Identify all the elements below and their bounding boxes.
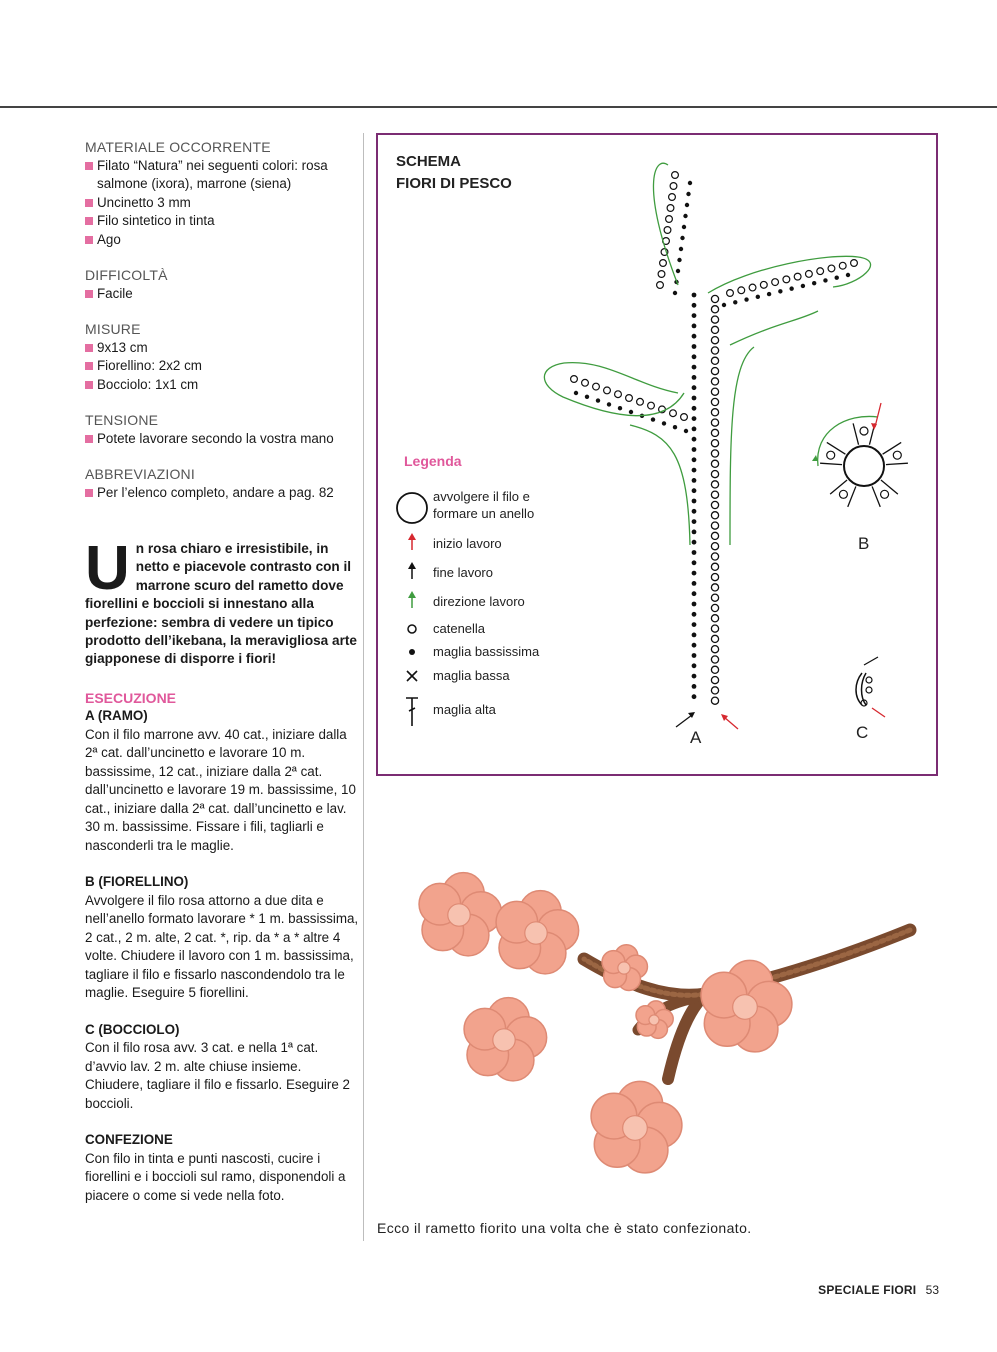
sizes-item: Bocciolo: 1x1 cm [85, 376, 360, 395]
chain-stitch [711, 306, 718, 313]
chain-stitch [670, 410, 677, 417]
chain-stitch [711, 450, 718, 457]
bud-end-arrow [864, 657, 878, 665]
label-a: A [690, 728, 702, 747]
flower-direction-arrow [818, 416, 878, 466]
materials-title: MATERIALE OCCORRENTE [85, 139, 271, 155]
chain-stitch [711, 635, 718, 642]
slip-stitch [629, 410, 633, 414]
slip-stitch [692, 354, 697, 359]
materials-item: Uncinetto 3 mm [85, 194, 360, 213]
chain-stitch [839, 262, 846, 269]
chain-stitch [666, 216, 673, 223]
legend-chain: catenella [433, 621, 486, 636]
slip-stitch [692, 396, 697, 401]
slip-stitch [692, 622, 697, 627]
chain-stitch [760, 281, 767, 288]
slip-stitch [692, 560, 697, 565]
slip-stitch [692, 612, 697, 617]
chain-stitch [711, 368, 718, 375]
petal-chain [839, 490, 847, 498]
slip-stitch [680, 236, 684, 240]
chain-symbol [408, 625, 416, 633]
chain-stitch [711, 419, 718, 426]
page-footer [818, 1283, 939, 1297]
slip-stitch [676, 269, 680, 273]
intro-paragraph [85, 534, 360, 669]
slip-stitch [692, 344, 697, 349]
chain-stitch [711, 316, 718, 323]
direction-curve [730, 311, 818, 345]
slip-stitch [733, 300, 737, 304]
chain-stitch [711, 687, 718, 694]
flower-center [623, 1116, 648, 1141]
slip-stitch-symbol [409, 649, 415, 655]
slip-stitch [662, 421, 666, 425]
chain-stitch [711, 440, 718, 447]
chain-stitch [660, 260, 667, 267]
chain-stitch [711, 594, 718, 601]
materials-item: Filo sintetico in tinta [85, 212, 360, 231]
chain-stitch [783, 276, 790, 283]
photo-caption: Ecco il rametto fiorito una volta che è stato confezionato. [377, 1220, 752, 1236]
flower-center [618, 962, 630, 974]
section-d-text: Con filo in tinta e punti nascosti, cucire i fiorellini e i boccioli sul ramo, disponendoli a piacere o come si vede nella foto. [85, 1150, 346, 1203]
diagram-title-line2: FIORI DI PESCO [396, 175, 512, 192]
slip-stitch [692, 519, 697, 524]
diagram-title-line1: SCHEMA [396, 153, 462, 170]
slip-stitch [683, 214, 687, 218]
label-c: C [856, 723, 869, 742]
start-symbol-head [408, 533, 416, 540]
chain-stitch [711, 656, 718, 663]
finished-branch-photo [376, 794, 940, 1214]
chain-stitch [711, 553, 718, 560]
chain-stitch [711, 347, 718, 354]
section-a-title: A (RAMO) [85, 708, 148, 724]
chain-stitch [593, 383, 600, 390]
legend-single-crochet: maglia bassa [433, 668, 510, 683]
chain-stitch [711, 574, 718, 581]
chain-stitch [672, 172, 679, 179]
execution-title: ESECUZIONE [85, 689, 177, 706]
chain-stitch [681, 414, 688, 421]
chain-stitch [711, 357, 718, 364]
slip-stitch [692, 488, 697, 493]
branch-chart [544, 163, 870, 704]
chain-stitch [817, 268, 824, 275]
chain-stitch [727, 290, 734, 297]
section-c-title: C (BOCCIOLO) [85, 1021, 180, 1037]
slip-stitch [692, 674, 697, 679]
chain-stitch [711, 697, 718, 704]
footer-section: SPECIALE FIORI [818, 1283, 917, 1297]
materials-item: Ago [85, 231, 360, 250]
flower-ring [844, 446, 884, 486]
slip-stitch [684, 429, 688, 433]
slip-stitch [596, 398, 600, 402]
ring-symbol [397, 493, 427, 523]
slip-stitch [812, 281, 816, 285]
chain-stitch [851, 260, 858, 267]
slip-stitch [789, 286, 793, 290]
petal-chain [893, 451, 901, 459]
slip-stitch [692, 581, 697, 586]
legend-start: inizio lavoro [433, 536, 502, 551]
slip-stitch [677, 258, 681, 262]
slip-stitch [692, 447, 697, 452]
tension-title: TENSIONE [85, 412, 159, 428]
slip-stitch [692, 602, 697, 607]
sizes-item: 9x13 cm [85, 339, 360, 358]
legend-end: fine lavoro [433, 565, 493, 580]
chain-stitch [828, 265, 835, 272]
abbreviations-title: ABBREVIAZIONI [85, 466, 195, 482]
slip-stitch [685, 203, 689, 207]
slip-stitch [692, 653, 697, 658]
legend-double-crochet: maglia alta [433, 702, 496, 717]
flower-center [733, 995, 758, 1020]
slip-stitch [607, 402, 611, 406]
chain-stitch [582, 379, 589, 386]
branch-end-arrow [676, 715, 692, 727]
flower-petals [820, 423, 908, 507]
difficulty-title: DIFFICOLTÀ [85, 267, 168, 283]
chain-stitch [670, 183, 677, 190]
section-a-text: Con il filo marrone avv. 40 cat., iniziare dalla 2ª cat. dall’uncinetto e lavorare 10 m. bassissime, 12 cat., iniziare dalla 2ª cat. dall’uncinetto e lavorare 19 m. bassissime, 10 cat., iniziare dalla 2ª cat. dall’uncinetto e lav. 30 m. bassissime. Fissare i fili, tagliarli e nasconderli tra le maglie. [85, 726, 356, 853]
slip-stitch [679, 247, 683, 251]
slip-stitch [673, 425, 677, 429]
direction-curve [653, 163, 678, 285]
slip-stitch [688, 181, 692, 185]
petal-double-crochet [827, 442, 846, 454]
chain-stitch [711, 615, 718, 622]
slip-stitch [692, 427, 697, 432]
single-crochet-symbol [407, 671, 417, 681]
chain-stitch [711, 295, 718, 302]
slip-stitch [692, 571, 697, 576]
legend-slip-stitch: maglia bassissima [433, 644, 540, 659]
drop-cap: U [85, 534, 130, 603]
slip-stitch [692, 416, 697, 421]
slip-stitch [673, 291, 677, 295]
chain-stitch [657, 282, 664, 289]
slip-stitch [692, 643, 697, 648]
chain-stitch [571, 376, 578, 383]
petal-double-crochet [872, 486, 880, 506]
slip-stitch [767, 292, 771, 296]
slip-stitch [744, 297, 748, 301]
chain-stitch [711, 604, 718, 611]
slip-stitch [574, 391, 578, 395]
chain-stitch [711, 666, 718, 673]
chain-stitch [711, 491, 718, 498]
petal-chain [860, 427, 868, 435]
slip-stitch [692, 591, 697, 596]
slip-stitch [692, 365, 697, 370]
chain-stitch [711, 522, 718, 529]
slip-stitch [686, 192, 690, 196]
section-c-text: Con il filo rosa avv. 3 cat. e nella 1ª cat. d’avvio lav. 2 m. alte chiuse insieme. Chiudere, tagliare il filo e fissarlo. Eseguire 2 boccioli. [85, 1040, 350, 1111]
intro-text: n rosa chiaro e irresistibile, in netto e piacevole contrasto con il marrone scuro del rametto dove fiorellini e boccioli si innestano alla perfezione: sembra di vedere un tipico prodotto dell’ikebana, la meravigliosa arte giapponese di disporre i fiori! [85, 541, 357, 667]
chain-stitch [711, 429, 718, 436]
difficulty-item: Facile [85, 285, 360, 304]
slip-stitch [692, 313, 697, 318]
slip-stitch [692, 406, 697, 411]
slip-stitch [722, 303, 726, 307]
petal-double-crochet [853, 423, 858, 444]
chain-stitch [664, 227, 671, 234]
slip-stitch [651, 417, 655, 421]
chain-stitch [658, 271, 665, 278]
section-d-title: CONFEZIONE [85, 1132, 173, 1148]
slip-stitch [692, 663, 697, 668]
tension-item: Potete lavorare secondo la vostra mano [85, 430, 360, 449]
chain-stitch [749, 284, 756, 291]
chain-stitch [626, 395, 633, 402]
chain-stitch [711, 501, 718, 508]
bud-chain [866, 687, 872, 693]
slip-stitch [692, 457, 697, 462]
chain-stitch [772, 279, 779, 286]
chain-stitch [711, 532, 718, 539]
chain-stitch [711, 543, 718, 550]
abbreviations-item: Per l’elenco completo, andare a pag. 82 [85, 484, 360, 503]
slip-stitch [585, 395, 589, 399]
flower-chart [812, 403, 908, 507]
chain-stitch [711, 326, 718, 333]
materials-item: Filato “Natura” nei seguenti colori: rosa salmone (ixora), marrone (siena) [85, 157, 360, 194]
chain-stitch [711, 481, 718, 488]
bud-start-arrow [872, 708, 885, 717]
slip-stitch [682, 225, 686, 229]
chain-stitch [711, 471, 718, 478]
slip-stitch [618, 406, 622, 410]
crochet-diagram [376, 133, 938, 776]
slip-stitch [692, 334, 697, 339]
top-rule [0, 106, 997, 108]
label-b: B [858, 534, 870, 553]
direction-symbol-head [408, 591, 416, 598]
column-divider [363, 133, 364, 1241]
bud-chart [856, 657, 885, 717]
legend-direction: direzione lavoro [433, 594, 525, 609]
slip-stitch [692, 478, 697, 483]
left-column [85, 138, 360, 1205]
slip-stitch [692, 550, 697, 555]
direction-curve [630, 425, 690, 545]
slip-stitch [823, 278, 827, 282]
direction-curve [730, 347, 754, 545]
slip-stitch [692, 530, 697, 535]
petal-double-crochet [881, 480, 898, 494]
slip-stitch [692, 540, 697, 545]
slip-stitch [756, 295, 760, 299]
petal-double-crochet [830, 480, 847, 494]
chain-stitch [738, 287, 745, 294]
slip-stitch [692, 324, 697, 329]
chain-stitch [711, 512, 718, 519]
petal-chain [881, 490, 889, 498]
chain-stitch [806, 271, 813, 278]
legend-title: Legenda [404, 453, 462, 469]
page-number: 53 [925, 1283, 939, 1297]
double-crochet-symbol [406, 698, 418, 726]
chain-stitch [711, 646, 718, 653]
slip-stitch [692, 694, 697, 699]
slip-stitch [692, 499, 697, 504]
petal-double-crochet [886, 463, 908, 464]
chain-stitch [711, 677, 718, 684]
section-b-text: Avvolgere il filo rosa attorno a due dita e nell’anello formato lavorare * 1 m. bassissima, 2 cat., 2 m. alte, 2 cat. *, rip. da * a * altre 4 volte. Chiudere il lavoro con 1 m. bassissima, tagliare il filo e fissarlo nascondendolo tra le maglie. Eseguire 5 fiorellini. [85, 892, 359, 1001]
chain-stitch [604, 387, 611, 394]
chain-stitch [711, 378, 718, 385]
chain-stitch [711, 409, 718, 416]
slip-stitch [692, 633, 697, 638]
flower-start-arrow [875, 403, 881, 427]
legend-ring: avvolgere il filo e formare un anello [433, 489, 535, 521]
chain-stitch [794, 273, 801, 280]
slip-stitch [835, 276, 839, 280]
chain-stitch [648, 402, 655, 409]
petal-double-crochet [820, 463, 842, 464]
slip-stitch [692, 684, 697, 689]
chain-stitch [711, 337, 718, 344]
chain-stitch [711, 563, 718, 570]
sizes-item: Fiorellino: 2x2 cm [85, 357, 360, 376]
section-b-title: B (FIORELLINO) [85, 874, 189, 890]
sizes-title: MISURE [85, 321, 141, 337]
direction-curve [544, 363, 684, 416]
end-symbol-head [408, 562, 416, 569]
bud-chain [866, 677, 872, 683]
chain-stitch [667, 205, 674, 212]
flower-center [448, 904, 470, 926]
slip-stitch [692, 385, 697, 390]
slip-stitch [692, 293, 697, 298]
slip-stitch [846, 273, 850, 277]
chain-stitch [711, 460, 718, 467]
flower-center [525, 922, 547, 944]
chain-stitch [637, 398, 644, 405]
slip-stitch [778, 289, 782, 293]
chain-stitch [711, 388, 718, 395]
petal-double-crochet [848, 486, 856, 506]
chain-stitch [711, 625, 718, 632]
chain-stitch [711, 584, 718, 591]
flower-center [649, 1015, 659, 1025]
chain-stitch [615, 391, 622, 398]
chain-stitch [669, 194, 676, 201]
slip-stitch [692, 303, 697, 308]
slip-stitch [692, 468, 697, 473]
flower-start-arrowhead [871, 423, 877, 430]
branch-start-arrow [724, 717, 738, 729]
petal-double-crochet [883, 442, 902, 454]
petal-chain [827, 451, 835, 459]
slip-stitch [692, 437, 697, 442]
slip-stitch [692, 375, 697, 380]
chain-stitch [711, 398, 718, 405]
slip-stitch [692, 509, 697, 514]
flower-center [493, 1029, 515, 1051]
slip-stitch [801, 284, 805, 288]
